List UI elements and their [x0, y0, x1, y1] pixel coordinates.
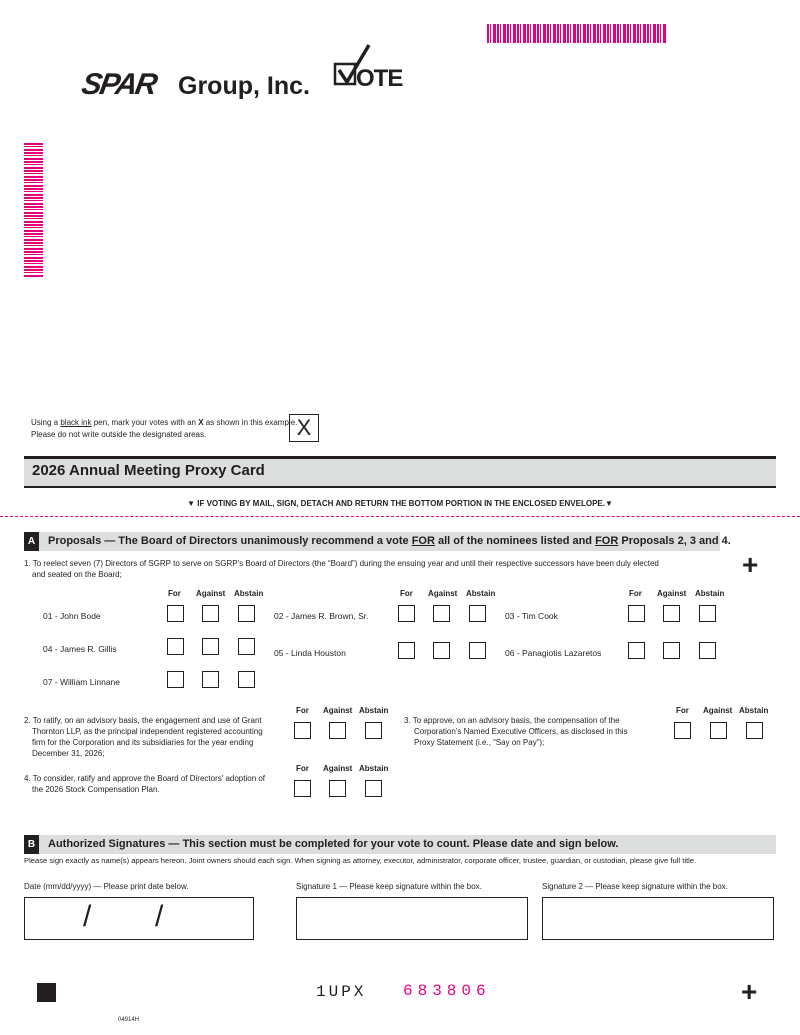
nominee-label: 05 - Linda Houston — [274, 648, 346, 658]
checkbox-abstain[interactable] — [238, 605, 255, 622]
col-abstain-2: Abstain — [466, 589, 496, 598]
col-for-1: For — [168, 589, 181, 598]
example-mark-box — [289, 414, 319, 442]
checkbox-against[interactable] — [433, 605, 450, 622]
checkbox-for[interactable] — [167, 605, 184, 622]
plus-mark-bottom: + — [741, 976, 758, 1007]
page-title: 2026 Annual Meeting Proxy Card — [32, 462, 265, 479]
detach-line — [0, 516, 800, 517]
checkbox-against[interactable] — [663, 642, 680, 659]
example-mark: X — [296, 415, 312, 440]
checkbox-for[interactable] — [294, 780, 311, 797]
nominee-label: 02 - James R. Brown, Sr. — [274, 611, 369, 621]
checkbox-against[interactable] — [202, 638, 219, 655]
logo-spar: SPAR — [79, 68, 159, 101]
nominee-label: 07 - William Linnane — [43, 677, 121, 687]
proposal-4-text: 4. To consider, ratify and approve the Board of Directors’ adoption of the 2026 Stock Compensation Plan. — [24, 774, 266, 794]
checkbox-abstain[interactable] — [699, 605, 716, 622]
logo-group-text: Group, Inc. — [178, 72, 310, 100]
checkbox-against[interactable] — [710, 722, 727, 739]
checkbox-abstain[interactable] — [699, 642, 716, 659]
nominee-label: 03 - Tim Cook — [505, 611, 558, 621]
checkbox-against[interactable] — [329, 780, 346, 797]
date-field[interactable] — [24, 897, 254, 940]
checkbox-abstain[interactable] — [365, 780, 382, 797]
checkbox-against[interactable] — [663, 605, 680, 622]
col-against-1: Against — [196, 589, 226, 598]
checkbox-for[interactable] — [167, 671, 184, 688]
barcode-side — [24, 143, 43, 278]
checkbox-abstain[interactable] — [365, 722, 382, 739]
form-code: 1UPX — [316, 983, 367, 1001]
account-code: 683806 — [403, 982, 491, 1000]
section-a-letter: A — [24, 532, 39, 551]
checkbox-for[interactable] — [628, 642, 645, 659]
signature-1-field[interactable] — [296, 897, 528, 940]
marking-instructions: Using a black ink pen, mark your votes with an X as shown in this example. Please do not write outside the designated areas. — [31, 418, 298, 439]
col-against-3: Against — [657, 589, 687, 598]
proposal-3-text: 3. To approve, on an advisory basis, the compensation of the Corporation’s Named Executive Officers, as disclosed in this Proxy Statement (i.e., “Say on Pay”); — [404, 716, 628, 747]
col-abstain-p2: Abstain — [359, 706, 389, 715]
checkbox-abstain[interactable] — [238, 671, 255, 688]
col-for-3: For — [629, 589, 642, 598]
signing-instructions: Please sign exactly as name(s) appears hereon. Joint owners should each sign. When signing as attorney, executor, administrator, corporate officer, trustee, guardian, or custodian, please give full title. — [24, 856, 697, 865]
checkbox-against[interactable] — [202, 605, 219, 622]
checkbox-abstain[interactable] — [469, 642, 486, 659]
checkbox-against[interactable] — [433, 642, 450, 659]
checkbox-abstain[interactable] — [469, 605, 486, 622]
proposal-2-text: 2. To ratify, on an advisory basis, the engagement and use of Grant Thornton LLP, as the principal independent registered accounting firm for the Corporation and its subsidiaries for the year ending December 31, 2026; — [24, 716, 263, 758]
form-id: 04914H — [118, 1017, 140, 1023]
checkbox-for[interactable] — [167, 638, 184, 655]
nominee-label: 06 - Panagiotis Lazaretos — [505, 648, 602, 658]
detach-notice: ▼ IF VOTING BY MAIL, SIGN, DETACH AND RETURN THE BOTTOM PORTION IN THE ENCLOSED ENVELOPE.▼ — [187, 499, 613, 508]
plus-mark-top: + — [742, 549, 759, 580]
section-b-letter: B — [24, 835, 39, 854]
registration-square — [37, 983, 56, 1002]
barcode-top — [487, 24, 667, 43]
proposal-1-text: 1. To reelect seven (7) Directors of SGRP to serve on SGRP's Board of Directors (the “Board”) during the ensuing year and until their respective successors have been duly elected and seated on the Board; — [24, 559, 659, 579]
col-abstain-3: Abstain — [695, 589, 725, 598]
col-against-p4: Against — [323, 764, 353, 773]
col-against-p2: Against — [323, 706, 353, 715]
date-label: Date (mm/dd/yyyy) — Please print date below. — [24, 882, 189, 891]
nominee-label: 01 - John Bode — [43, 611, 101, 621]
vote-logo-text: OTE — [356, 65, 403, 92]
col-for-p4: For — [296, 764, 309, 773]
col-for-2: For — [400, 589, 413, 598]
col-for-p2: For — [296, 706, 309, 715]
checkbox-against[interactable] — [202, 671, 219, 688]
nominee-label: 04 - James R. Gillis — [43, 644, 117, 654]
col-abstain-1: Abstain — [234, 589, 264, 598]
checkbox-for[interactable] — [398, 605, 415, 622]
checkbox-for[interactable] — [674, 722, 691, 739]
date-separator: / — [83, 900, 92, 933]
signature-1-label: Signature 1 — Please keep signature within the box. — [296, 882, 482, 891]
section-a-title: Proposals — The Board of Directors unanimously recommend a vote FOR all of the nominees listed and FOR Proposals 2, 3 and 4. — [48, 535, 731, 547]
signature-2-label: Signature 2 — Please keep signature within the box. — [542, 882, 728, 891]
checkbox-for[interactable] — [294, 722, 311, 739]
col-for-p3: For — [676, 706, 689, 715]
checkbox-for[interactable] — [628, 605, 645, 622]
col-abstain-p4: Abstain — [359, 764, 389, 773]
date-separator: / — [155, 900, 164, 933]
checkbox-abstain[interactable] — [238, 638, 255, 655]
section-b-title: Authorized Signatures — This section must be completed for your vote to count. Please date and sign below. — [48, 838, 619, 850]
checkbox-abstain[interactable] — [746, 722, 763, 739]
signature-2-field[interactable] — [542, 897, 774, 940]
col-against-2: Against — [428, 589, 458, 598]
checkbox-against[interactable] — [329, 722, 346, 739]
col-abstain-p3: Abstain — [739, 706, 769, 715]
col-against-p3: Against — [703, 706, 733, 715]
checkbox-for[interactable] — [398, 642, 415, 659]
